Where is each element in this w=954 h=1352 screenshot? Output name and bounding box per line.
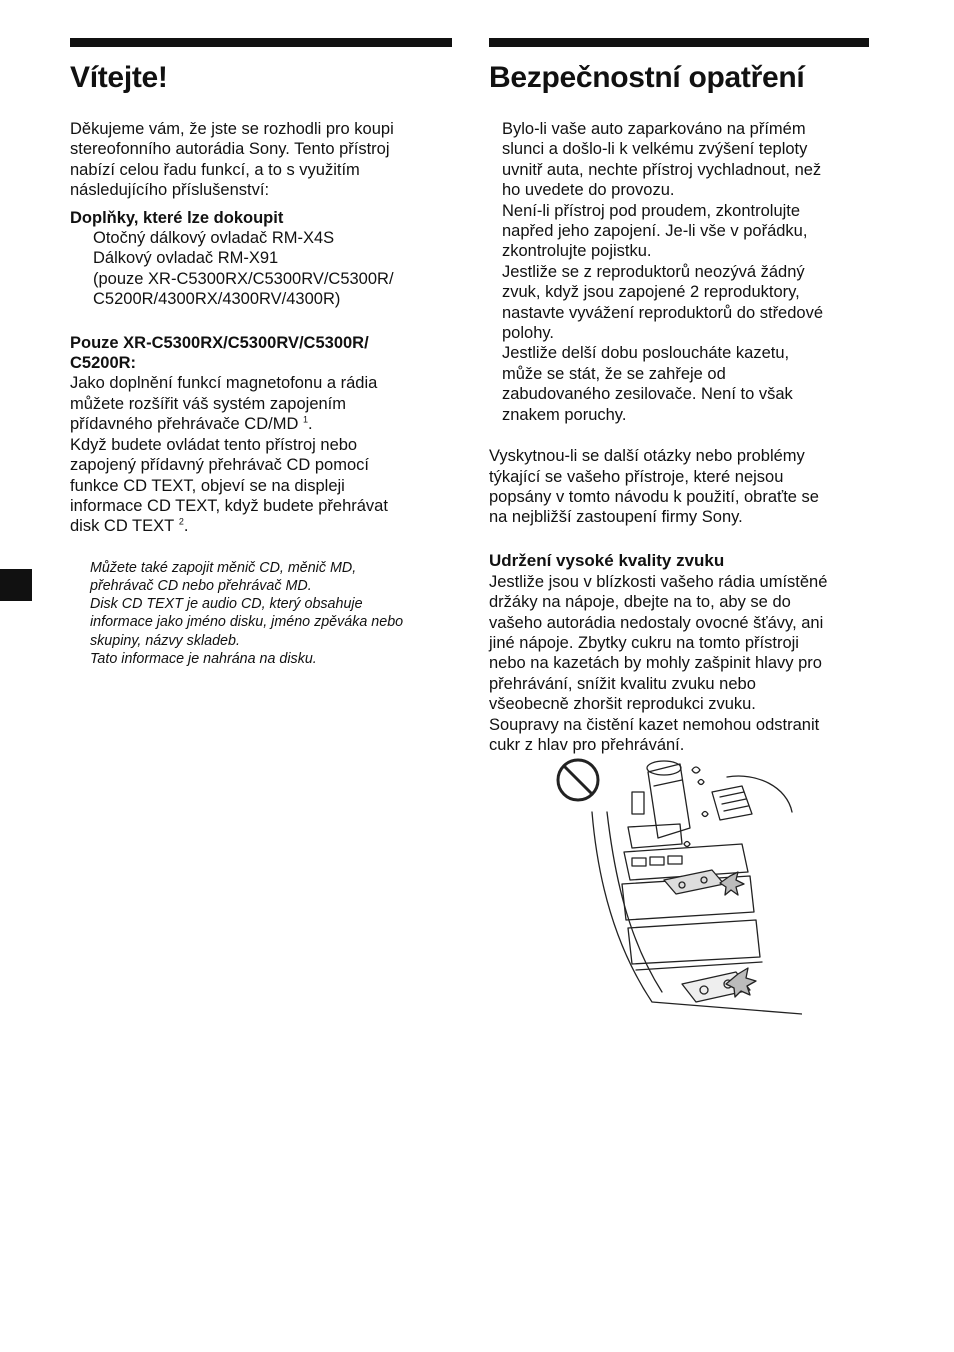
safety-list bbox=[489, 119, 869, 425]
safety-section bbox=[489, 38, 869, 755]
safety-title: Bezpečnostní opatření bbox=[489, 61, 805, 94]
drink-spill-illustration bbox=[552, 752, 802, 1022]
models-block: Pouze XR-C5300RX/C5300RV/C5300R/ C5200R: Jako doplnění funkcí magnetofonu a rádia můžete rozšířit váš systém zapojením přídavného přehrávače CD/MD $^1$. Když budete ovládat tento přístroj nebo zapojený přídavný přehrávač CD pomocí funkce CD TEXT, objeví se na displeji informace CD TEXT, když budete přehrávat disk CD TEXT $^2$. bbox=[70, 333, 452, 537]
contact-paragraph: Vyskytnou-li se další otázky nebo problémy týkající se vašeho přístroje, které nejsou popsány v tomto návodu k použití, obraťte se na nejbližší zastoupení firmy Sony. bbox=[489, 447, 819, 527]
safety-item: Jestliže delší dobu posloucháte kazetu, může se stát, že se zahřeje od zabudovaného zesilovače. Není to však znakem poruchy. bbox=[502, 344, 793, 424]
accessories-block bbox=[70, 208, 452, 310]
accessory-item: Otočný dálkový ovladač RM-X4S bbox=[93, 229, 335, 248]
models-heading: Pouze XR-C5300RX/C5300RV/C5300R/ bbox=[70, 333, 369, 352]
welcome-section bbox=[70, 38, 452, 668]
welcome-intro: Děkujeme vám, že jste se rozhodli pro koupi stereofonního autorádia Sony. Tento přístroj nabízí celou řadu funkcí, a to s využitím následujícího příslušenství: bbox=[70, 120, 394, 200]
section-rule bbox=[489, 38, 869, 47]
quality-heading: Udržení vysoké kvality zvuku bbox=[489, 550, 725, 570]
safety-item: Bylo-li vaše auto zaparkováno na přímém slunci a došlo-li k velkému zvýšení teploty uvnitř auta, nechte přístroj vychladnout, než ho uvedete do provozu. bbox=[502, 120, 822, 200]
accessory-item: (pouze XR-C5300RX/C5300RV/C5300R/ bbox=[93, 269, 394, 288]
accessories-heading: Doplňky, které lze dokoupit bbox=[70, 208, 284, 227]
cassette-icon bbox=[664, 870, 724, 894]
models-heading: C5200R: bbox=[70, 354, 137, 373]
quality-paragraph: Jestliže jsou v blízkosti vašeho rádia umístěné držáky na nápoje, dbejte na to, aby se do vašeho autorádia nedostaly ovocné šťávy, ani jiné nápoje. Zbytky cukru na tomto přístroji nebo na kazetách by mohly zašpinit hlavy pro přehrávání, snížit kvalitu zvuku nebo všeobecně zhoršit reprodukci zvuku. Soupravy na čistění kazet nemohou odstranit cukr z hlav pro přehrávání. bbox=[489, 572, 828, 754]
safety-item: Není-li přístroj pod proudem, zkontrolujte napřed jeho zapojení. Je-li vše v pořádku, zkontrolujte pojistku. bbox=[502, 201, 808, 261]
accessory-item: C5200R/4300RX/4300RV/4300R) bbox=[93, 290, 341, 309]
footnote-mark: 1 bbox=[302, 414, 308, 425]
safety-item: Jestliže se z reproduktorů neozývá žádný zvuk, když jsou zapojené 2 reproduktory, nastavte vyvážení reproduktorů do středové polohy. bbox=[502, 262, 824, 343]
accessory-item: Dálkový ovladač RM-X91 bbox=[93, 249, 279, 268]
footnote-mark: 2 bbox=[178, 516, 184, 527]
footnotes: Můžete také zapojit měnič CD, měnič MD, přehrávač CD nebo přehrávač MD. Disk CD TEXT je audio CD, který obsahuje informace jako jméno disku, jméno zpěváka nebo skupiny, názvy skladeb. Tato informace je nahrána na disku. bbox=[90, 559, 404, 667]
side-section-tab bbox=[0, 569, 32, 601]
section-rule bbox=[70, 38, 452, 47]
welcome-title: Vítejte! bbox=[70, 61, 168, 94]
prohibition-icon bbox=[558, 760, 598, 800]
